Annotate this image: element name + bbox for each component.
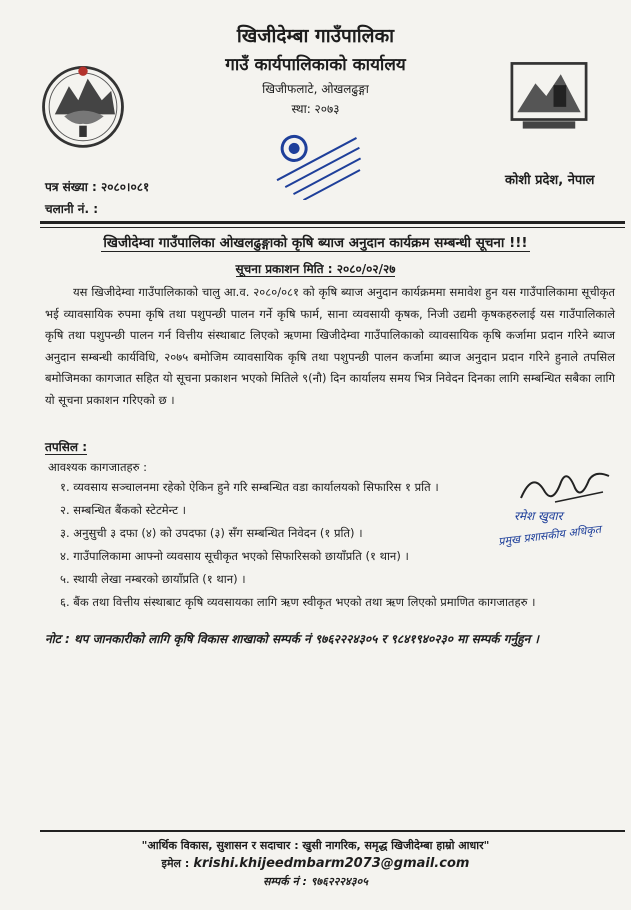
header-divider-thin xyxy=(40,227,625,228)
details-heading xyxy=(45,438,87,455)
reference-number: पत्र संख्या : २०८०।०८१ xyxy=(45,180,150,194)
list-item: १. व्यवसाय सञ्चालनमा रहेको ऐकिन हुने गरि सम्बन्धित वडा कार्यालयको सिफारिस १ प्रति । xyxy=(60,480,439,494)
list-item: ६. बैंक तथा वित्तीय संस्थाबाट कृषि व्यवसायका लागि ऋण स्वीकृत भएको तथा ऋण लिएको प्रमाणित कागजातहरु । xyxy=(60,595,536,609)
signatory-title: प्रमुख प्रशासकीय अधिकृत xyxy=(497,522,602,549)
email-label: इमेल : xyxy=(161,857,190,870)
footer-email xyxy=(0,856,631,871)
contact-note: नोट : थप जानकारीको लागि कृषि विकास शाखाको सम्पर्क नं ९७६२२२४३०५ र ९८४१९४०२३० मा सम्पर्क गर्नुहुन । xyxy=(45,632,539,646)
dispatch-number: चलानी नं. : xyxy=(45,202,99,216)
list-item: ४. गाउँपालिकामा आफ्नो व्यवसाय सूचीकृत भएको सिफारिसको छायाँप्रति (१ थान) । xyxy=(60,549,409,563)
notice-subject xyxy=(0,233,631,251)
list-item: ३. अनुसुची ३ दफा (४) को उपदफा (३) सँग सम्बन्धित निवेदन (१ प्रति) । xyxy=(60,526,363,540)
signatory-name: रमेश खुवार xyxy=(514,509,563,523)
publication-date xyxy=(0,260,631,277)
signature-icon xyxy=(515,462,615,512)
list-item: २. सम्बन्धित बैंकको स्टेटमेन्ट । xyxy=(60,503,187,517)
footer-divider xyxy=(40,830,625,832)
list-item: ५. स्थायी लेखा नम्बरको छायाँप्रति (१ थान) । xyxy=(60,572,246,586)
municipality-logo-icon xyxy=(508,58,590,134)
established-year: स्था: २०७३ xyxy=(291,102,340,116)
documents-heading: आवश्यक कागजातहरु : xyxy=(48,460,148,474)
email-address[interactable]: krishi.khijeedmbarm2073@gmail.com xyxy=(193,856,470,871)
publication-date-text: सूचना प्रकाशन मिति : २०८०/०२/२७ xyxy=(235,262,396,276)
details-heading-text: तपसिल : xyxy=(45,440,87,454)
header-divider xyxy=(40,221,625,224)
province-label: कोशी प्रदेश, नेपाल xyxy=(505,173,595,188)
footer-contact: सम्पर्क नं : ९७६२२२४३०५ xyxy=(263,875,368,888)
nepal-emblem-icon xyxy=(36,58,130,152)
office-address: खिजीफलाटे, ओखलढुङ्गा xyxy=(262,82,369,96)
notice-subject-text: खिजीदेम्वा गाउँपालिका ओखलढुङ्गाको कृषि ब्याज अनुदान कार्यक्रम सम्बन्धी सूचना !!! xyxy=(103,235,528,251)
footer-motto: "आर्थिक विकास, सुशासन र सदाचार : खुसी नागरिक, समृद्ध खिजीदेम्बा हाम्रो आधार" xyxy=(141,839,490,852)
notice-body: यस खिजीदेम्वा गाउँपालिकाको चालु आ.व. २०८०/०८१ को कृषि ब्याज अनुदान कार्यक्रममा समावेश हुन यस गाउँपालिकामा सूचीकृत भई व्यावसायिक रुपमा कृषि तथा पशुपन्छी पालन गर्ने कृषि फार्म, साना व्यवसायी कृषक, निजी उद्यमी कृषकहरुलाई यस गाउँपालिकाले कृषि तथा पशुपन्छी पालन गर्न वित्तीय संस्थाबाट लिएको ऋणमा खिजीदेम्वा गाउँपालिकाको व्यावसायिक कृषि कर्जामा प्रदान गरिने ब्याज अनुदान सम्बन्धी कार्यविधि, २०७५ बमोजिम व्यावसायिक कृषि तथा पशुपन्छी पालन कर्जामा ब्याज अनुदान प्रदान गरिने हुनाले तपसिल बमोजिमका कागजात सहित यो सूचना प्रकाशन भएको मितिले ९(नौ) दिन कार्यालय समय भित्र निवेदन दिनका लागि सम्बन्धित सबैका लागि यो सूचना प्रकाशन गरिएको छ । xyxy=(45,285,615,407)
office-name: खिजीदेम्बा गाउँपालिका xyxy=(236,25,395,47)
office-seal-icon xyxy=(262,118,377,200)
department-name: गाउँ कार्यपालिकाको कार्यालय xyxy=(225,55,406,75)
